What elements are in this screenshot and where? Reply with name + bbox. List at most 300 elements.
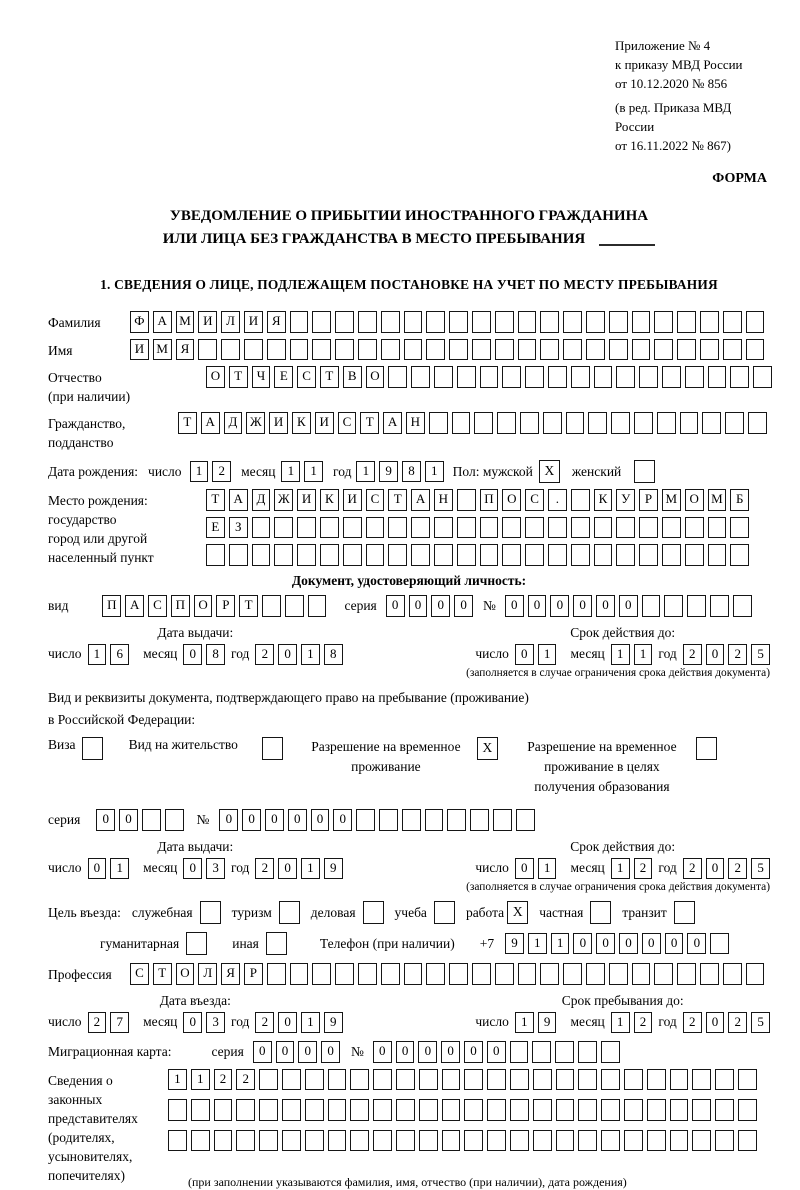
form-cell[interactable]: 2 <box>212 461 231 483</box>
form-cell[interactable] <box>168 1130 187 1152</box>
form-cell[interactable]: 1 <box>528 933 547 955</box>
form-cell[interactable] <box>738 1130 757 1152</box>
purpose-humanitarian-checkbox[interactable] <box>186 932 207 955</box>
form-cell[interactable]: 8 <box>324 644 343 666</box>
form-cell[interactable] <box>746 339 765 361</box>
form-cell[interactable] <box>586 339 605 361</box>
form-cell[interactable]: 9 <box>324 1012 343 1034</box>
form-cell[interactable] <box>449 311 468 333</box>
form-cell[interactable] <box>244 339 263 361</box>
form-cell[interactable]: И <box>244 311 263 333</box>
form-cell[interactable] <box>165 809 184 831</box>
form-cell[interactable] <box>457 544 476 566</box>
form-cell[interactable]: 1 <box>356 461 375 483</box>
form-cell[interactable]: 1 <box>304 461 323 483</box>
form-cell[interactable] <box>654 963 673 985</box>
form-cell[interactable]: Р <box>216 595 235 617</box>
form-cell[interactable]: И <box>130 339 149 361</box>
form-cell[interactable] <box>540 963 559 985</box>
form-cell[interactable] <box>282 1130 301 1152</box>
form-cell[interactable]: Т <box>320 366 339 388</box>
form-cell[interactable] <box>419 1099 438 1121</box>
form-cell[interactable]: 9 <box>379 461 398 483</box>
form-cell[interactable] <box>677 311 696 333</box>
form-cell[interactable]: Д <box>252 489 271 511</box>
form-cell[interactable]: 2 <box>728 858 747 880</box>
form-cell[interactable] <box>259 1099 278 1121</box>
form-cell[interactable] <box>259 1130 278 1152</box>
form-cell[interactable]: К <box>320 489 339 511</box>
form-cell[interactable]: 1 <box>168 1069 187 1091</box>
form-cell[interactable] <box>425 809 444 831</box>
form-cell[interactable]: М <box>662 489 681 511</box>
form-cell[interactable] <box>654 311 673 333</box>
form-cell[interactable]: 0 <box>505 595 524 617</box>
form-cell[interactable] <box>578 1041 597 1063</box>
form-cell[interactable] <box>305 1069 324 1091</box>
form-cell[interactable] <box>487 1069 506 1091</box>
form-cell[interactable]: 0 <box>706 644 725 666</box>
form-cell[interactable]: 0 <box>288 809 307 831</box>
form-cell[interactable]: 2 <box>236 1069 255 1091</box>
form-cell[interactable] <box>495 963 514 985</box>
form-cell[interactable] <box>434 544 453 566</box>
form-cell[interactable] <box>639 517 658 539</box>
form-cell[interactable] <box>710 933 729 955</box>
form-cell[interactable] <box>434 366 453 388</box>
form-cell[interactable]: 0 <box>183 644 202 666</box>
form-cell[interactable]: 5 <box>751 1012 770 1034</box>
form-cell[interactable] <box>229 544 248 566</box>
form-cell[interactable]: 0 <box>665 933 684 955</box>
form-cell[interactable] <box>578 1099 597 1121</box>
form-cell[interactable] <box>609 339 628 361</box>
form-cell[interactable]: 0 <box>96 809 115 831</box>
form-cell[interactable] <box>191 1099 210 1121</box>
form-cell[interactable] <box>715 1069 734 1091</box>
form-cell[interactable]: О <box>194 595 213 617</box>
form-cell[interactable] <box>381 963 400 985</box>
form-cell[interactable]: 1 <box>538 644 557 666</box>
form-cell[interactable]: Н <box>434 489 453 511</box>
form-cell[interactable]: 2 <box>728 1012 747 1034</box>
form-cell[interactable] <box>563 311 582 333</box>
form-cell[interactable] <box>442 1099 461 1121</box>
form-cell[interactable]: С <box>338 412 357 434</box>
form-cell[interactable] <box>578 1130 597 1152</box>
form-cell[interactable] <box>594 366 613 388</box>
form-cell[interactable]: 2 <box>88 1012 107 1034</box>
form-cell[interactable]: Ч <box>252 366 271 388</box>
form-cell[interactable] <box>480 517 499 539</box>
purpose-private-checkbox[interactable] <box>590 901 611 924</box>
form-cell[interactable] <box>548 366 567 388</box>
form-cell[interactable] <box>404 963 423 985</box>
form-cell[interactable]: 0 <box>373 1041 392 1063</box>
form-cell[interactable]: Д <box>224 412 243 434</box>
form-cell[interactable] <box>373 1069 392 1091</box>
form-cell[interactable]: 0 <box>119 809 138 831</box>
form-cell[interactable] <box>290 963 309 985</box>
form-cell[interactable]: 3 <box>206 858 225 880</box>
form-cell[interactable] <box>723 311 742 333</box>
form-cell[interactable] <box>274 544 293 566</box>
form-cell[interactable]: 0 <box>278 644 297 666</box>
form-cell[interactable] <box>396 1069 415 1091</box>
form-cell[interactable] <box>548 544 567 566</box>
form-cell[interactable]: И <box>315 412 334 434</box>
form-cell[interactable] <box>654 339 673 361</box>
form-cell[interactable]: 0 <box>573 933 592 955</box>
form-cell[interactable] <box>571 489 590 511</box>
form-cell[interactable] <box>692 1130 711 1152</box>
form-cell[interactable] <box>282 1069 301 1091</box>
form-cell[interactable] <box>411 544 430 566</box>
form-cell[interactable] <box>594 517 613 539</box>
form-cell[interactable] <box>556 1069 575 1091</box>
form-cell[interactable]: О <box>206 366 225 388</box>
temporary-residence-education-checkbox[interactable] <box>696 737 717 760</box>
form-cell[interactable]: 2 <box>683 1012 702 1034</box>
form-cell[interactable] <box>611 412 630 434</box>
form-cell[interactable] <box>700 311 719 333</box>
form-cell[interactable] <box>685 544 704 566</box>
form-cell[interactable] <box>571 517 590 539</box>
form-cell[interactable] <box>464 1069 483 1091</box>
form-cell[interactable]: Т <box>153 963 172 985</box>
form-cell[interactable] <box>510 1130 529 1152</box>
form-cell[interactable] <box>723 963 742 985</box>
form-cell[interactable] <box>480 366 499 388</box>
form-cell[interactable]: 0 <box>619 933 638 955</box>
form-cell[interactable] <box>252 517 271 539</box>
form-cell[interactable] <box>388 366 407 388</box>
form-cell[interactable]: Р <box>639 489 658 511</box>
form-cell[interactable] <box>388 517 407 539</box>
form-cell[interactable] <box>662 517 681 539</box>
form-cell[interactable] <box>520 412 539 434</box>
form-cell[interactable]: 1 <box>425 461 444 483</box>
form-cell[interactable] <box>495 311 514 333</box>
form-cell[interactable] <box>555 1041 574 1063</box>
form-cell[interactable] <box>725 412 744 434</box>
form-cell[interactable]: И <box>269 412 288 434</box>
form-cell[interactable] <box>470 809 489 831</box>
form-cell[interactable]: 2 <box>214 1069 233 1091</box>
form-cell[interactable]: 0 <box>265 809 284 831</box>
form-cell[interactable] <box>662 544 681 566</box>
form-cell[interactable] <box>700 339 719 361</box>
form-cell[interactable] <box>282 1099 301 1121</box>
form-cell[interactable] <box>480 544 499 566</box>
form-cell[interactable]: 5 <box>751 644 770 666</box>
form-cell[interactable] <box>335 311 354 333</box>
form-cell[interactable]: 8 <box>402 461 421 483</box>
form-cell[interactable] <box>685 517 704 539</box>
form-cell[interactable]: Я <box>221 963 240 985</box>
form-cell[interactable]: 0 <box>642 933 661 955</box>
residence-permit-checkbox[interactable] <box>262 737 283 760</box>
form-cell[interactable] <box>525 544 544 566</box>
form-cell[interactable] <box>601 1041 620 1063</box>
form-cell[interactable] <box>350 1099 369 1121</box>
form-cell[interactable]: 1 <box>611 644 630 666</box>
form-cell[interactable] <box>616 544 635 566</box>
form-cell[interactable] <box>525 517 544 539</box>
form-cell[interactable]: 1 <box>88 644 107 666</box>
form-cell[interactable] <box>497 412 516 434</box>
form-cell[interactable] <box>586 311 605 333</box>
form-cell[interactable]: 1 <box>515 1012 534 1034</box>
form-cell[interactable] <box>670 1069 689 1091</box>
form-cell[interactable] <box>379 809 398 831</box>
form-cell[interactable] <box>670 1099 689 1121</box>
form-cell[interactable] <box>493 809 512 831</box>
form-cell[interactable] <box>588 412 607 434</box>
form-cell[interactable]: З <box>229 517 248 539</box>
form-cell[interactable] <box>730 517 749 539</box>
form-cell[interactable]: О <box>685 489 704 511</box>
form-cell[interactable] <box>381 339 400 361</box>
form-cell[interactable] <box>206 544 225 566</box>
form-cell[interactable] <box>396 1130 415 1152</box>
form-cell[interactable] <box>312 339 331 361</box>
form-cell[interactable] <box>472 963 491 985</box>
form-cell[interactable]: 0 <box>431 595 450 617</box>
form-cell[interactable] <box>221 339 240 361</box>
form-cell[interactable] <box>548 517 567 539</box>
form-cell[interactable] <box>396 1099 415 1121</box>
form-cell[interactable]: 0 <box>687 933 706 955</box>
form-cell[interactable] <box>343 517 362 539</box>
form-cell[interactable]: 0 <box>88 858 107 880</box>
form-cell[interactable] <box>687 595 706 617</box>
form-cell[interactable] <box>366 544 385 566</box>
form-cell[interactable] <box>510 1069 529 1091</box>
form-cell[interactable]: Т <box>229 366 248 388</box>
form-cell[interactable] <box>748 412 767 434</box>
form-cell[interactable]: П <box>102 595 121 617</box>
form-cell[interactable] <box>297 517 316 539</box>
form-cell[interactable] <box>692 1069 711 1091</box>
form-cell[interactable]: М <box>708 489 727 511</box>
purpose-tourism-checkbox[interactable] <box>279 901 300 924</box>
form-cell[interactable] <box>624 1130 643 1152</box>
form-cell[interactable] <box>297 544 316 566</box>
form-cell[interactable] <box>746 311 765 333</box>
form-cell[interactable] <box>692 1099 711 1121</box>
form-cell[interactable]: 0 <box>515 858 534 880</box>
form-cell[interactable] <box>738 1069 757 1091</box>
form-cell[interactable] <box>642 595 661 617</box>
form-cell[interactable] <box>609 311 628 333</box>
form-cell[interactable] <box>472 339 491 361</box>
purpose-other-checkbox[interactable] <box>266 932 287 955</box>
purpose-business-checkbox[interactable] <box>363 901 384 924</box>
form-cell[interactable]: У <box>616 489 635 511</box>
form-cell[interactable]: 2 <box>634 1012 653 1034</box>
form-cell[interactable] <box>657 412 676 434</box>
form-cell[interactable]: 0 <box>298 1041 317 1063</box>
form-cell[interactable]: 6 <box>110 644 129 666</box>
form-cell[interactable] <box>343 544 362 566</box>
form-cell[interactable]: 5 <box>751 858 770 880</box>
form-cell[interactable]: 2 <box>683 644 702 666</box>
form-cell[interactable]: 0 <box>550 595 569 617</box>
form-cell[interactable]: 0 <box>242 809 261 831</box>
form-cell[interactable] <box>335 339 354 361</box>
form-cell[interactable]: А <box>229 489 248 511</box>
form-cell[interactable] <box>236 1130 255 1152</box>
form-cell[interactable] <box>738 1099 757 1121</box>
purpose-official-checkbox[interactable] <box>200 901 221 924</box>
form-cell[interactable] <box>677 339 696 361</box>
form-cell[interactable]: К <box>292 412 311 434</box>
form-cell[interactable] <box>285 595 304 617</box>
form-cell[interactable] <box>487 1130 506 1152</box>
form-cell[interactable]: 0 <box>418 1041 437 1063</box>
form-cell[interactable] <box>616 366 635 388</box>
form-cell[interactable] <box>533 1069 552 1091</box>
form-cell[interactable]: 1 <box>191 1069 210 1091</box>
form-cell[interactable]: 0 <box>487 1041 506 1063</box>
form-cell[interactable]: Е <box>206 517 225 539</box>
form-cell[interactable]: А <box>201 412 220 434</box>
form-cell[interactable] <box>168 1099 187 1121</box>
form-cell[interactable] <box>708 544 727 566</box>
form-cell[interactable]: 0 <box>278 858 297 880</box>
form-cell[interactable] <box>214 1130 233 1152</box>
form-cell[interactable] <box>715 1130 734 1152</box>
form-cell[interactable]: 0 <box>278 1012 297 1034</box>
form-cell[interactable] <box>708 517 727 539</box>
form-cell[interactable] <box>419 1069 438 1091</box>
form-cell[interactable] <box>556 1130 575 1152</box>
form-cell[interactable]: С <box>297 366 316 388</box>
form-cell[interactable] <box>616 517 635 539</box>
form-cell[interactable]: 1 <box>634 644 653 666</box>
form-cell[interactable]: Я <box>176 339 195 361</box>
form-cell[interactable]: М <box>176 311 195 333</box>
form-cell[interactable] <box>723 339 742 361</box>
form-cell[interactable] <box>312 963 331 985</box>
form-cell[interactable]: С <box>525 489 544 511</box>
form-cell[interactable] <box>647 1130 666 1152</box>
form-cell[interactable]: 2 <box>728 644 747 666</box>
form-cell[interactable]: Т <box>206 489 225 511</box>
form-cell[interactable]: 7 <box>110 1012 129 1034</box>
form-cell[interactable] <box>601 1099 620 1121</box>
form-cell[interactable] <box>510 1041 529 1063</box>
form-cell[interactable]: А <box>383 412 402 434</box>
form-cell[interactable] <box>312 311 331 333</box>
form-cell[interactable]: Б <box>730 489 749 511</box>
form-cell[interactable] <box>733 595 752 617</box>
form-cell[interactable] <box>388 544 407 566</box>
form-cell[interactable]: Ж <box>246 412 265 434</box>
temporary-residence-checkbox[interactable]: X <box>477 737 498 760</box>
form-cell[interactable] <box>262 595 281 617</box>
form-cell[interactable] <box>753 366 772 388</box>
form-cell[interactable] <box>350 1130 369 1152</box>
form-cell[interactable]: 1 <box>301 858 320 880</box>
form-cell[interactable]: Ж <box>274 489 293 511</box>
form-cell[interactable] <box>274 517 293 539</box>
form-cell[interactable]: 0 <box>454 595 473 617</box>
form-cell[interactable] <box>700 963 719 985</box>
form-cell[interactable] <box>516 809 535 831</box>
form-cell[interactable] <box>411 366 430 388</box>
form-cell[interactable] <box>518 963 537 985</box>
form-cell[interactable] <box>328 1130 347 1152</box>
form-cell[interactable]: 0 <box>219 809 238 831</box>
form-cell[interactable]: 9 <box>324 858 343 880</box>
form-cell[interactable] <box>449 963 468 985</box>
form-cell[interactable]: 0 <box>596 595 615 617</box>
form-cell[interactable] <box>525 366 544 388</box>
form-cell[interactable] <box>540 311 559 333</box>
form-cell[interactable] <box>708 366 727 388</box>
form-cell[interactable] <box>578 1069 597 1091</box>
form-cell[interactable] <box>647 1099 666 1121</box>
form-cell[interactable]: 2 <box>255 858 274 880</box>
form-cell[interactable]: О <box>176 963 195 985</box>
form-cell[interactable] <box>328 1069 347 1091</box>
form-cell[interactable]: 0 <box>706 1012 725 1034</box>
form-cell[interactable] <box>290 339 309 361</box>
form-cell[interactable]: Л <box>198 963 217 985</box>
gender-female-checkbox[interactable] <box>634 460 655 483</box>
form-cell[interactable]: 1 <box>538 858 557 880</box>
form-cell[interactable] <box>730 544 749 566</box>
form-cell[interactable] <box>419 1130 438 1152</box>
purpose-transit-checkbox[interactable] <box>674 901 695 924</box>
form-cell[interactable]: 2 <box>255 644 274 666</box>
form-cell[interactable]: В <box>343 366 362 388</box>
form-cell[interactable] <box>495 339 514 361</box>
form-cell[interactable] <box>634 412 653 434</box>
form-cell[interactable] <box>563 963 582 985</box>
form-cell[interactable] <box>632 311 651 333</box>
form-cell[interactable] <box>452 412 471 434</box>
form-cell[interactable]: 3 <box>206 1012 225 1034</box>
form-cell[interactable] <box>639 366 658 388</box>
form-cell[interactable] <box>366 517 385 539</box>
form-cell[interactable] <box>457 517 476 539</box>
form-cell[interactable] <box>502 544 521 566</box>
form-cell[interactable]: С <box>148 595 167 617</box>
form-cell[interactable] <box>502 366 521 388</box>
form-cell[interactable] <box>487 1099 506 1121</box>
form-cell[interactable] <box>305 1099 324 1121</box>
form-cell[interactable]: Ф <box>130 311 149 333</box>
form-cell[interactable]: 2 <box>683 858 702 880</box>
form-cell[interactable]: А <box>411 489 430 511</box>
form-cell[interactable]: М <box>153 339 172 361</box>
form-cell[interactable] <box>566 412 585 434</box>
form-cell[interactable]: 1 <box>281 461 300 483</box>
form-cell[interactable]: 0 <box>276 1041 295 1063</box>
form-cell[interactable] <box>442 1069 461 1091</box>
form-cell[interactable]: Т <box>239 595 258 617</box>
form-cell[interactable]: 0 <box>253 1041 272 1063</box>
form-cell[interactable]: 0 <box>515 644 534 666</box>
purpose-work-checkbox[interactable]: X <box>507 901 528 924</box>
form-cell[interactable] <box>290 311 309 333</box>
form-cell[interactable]: 0 <box>706 858 725 880</box>
form-cell[interactable] <box>464 1099 483 1121</box>
form-cell[interactable] <box>404 311 423 333</box>
